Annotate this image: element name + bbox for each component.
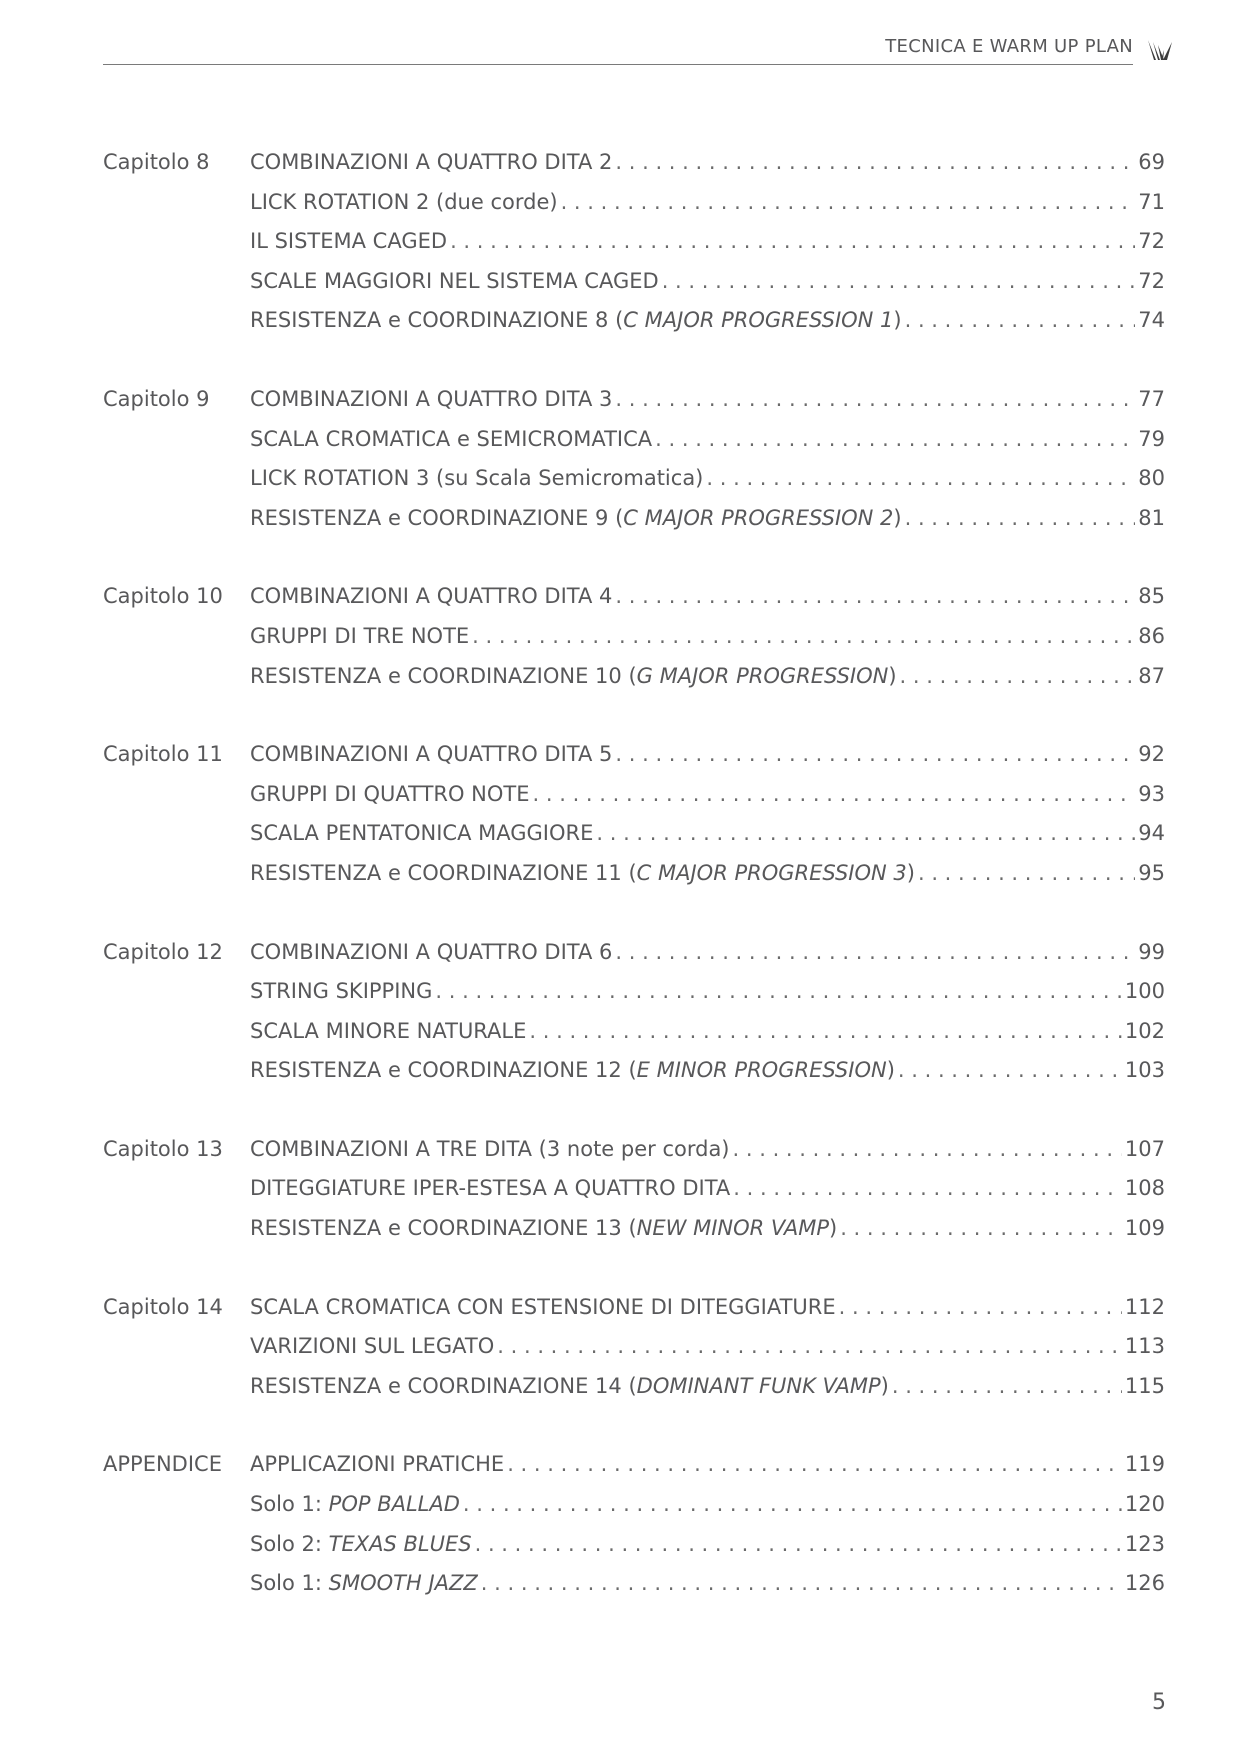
entry-title-text: RESISTENZA e COORDINAZIONE 14 (	[250, 1373, 637, 1398]
entry-title	[250, 1564, 478, 1604]
chapter-label: Capitolo 11	[103, 742, 223, 767]
entry-title-text: DITEGGIATURE IPER-ESTESA A QUATTRO DITA	[250, 1176, 731, 1201]
entry-title-text: SCALE MAGGIORI NEL SISTEMA CAGED	[250, 268, 659, 293]
toc-entry	[250, 1367, 1165, 1407]
entry-title	[250, 380, 612, 420]
dot-leader	[900, 657, 1136, 697]
entry-title-text: Solo 1:	[250, 1492, 329, 1517]
entry-page-number: 113	[1124, 1334, 1165, 1359]
entry-page-number: 71	[1138, 189, 1165, 214]
dot-leader	[507, 1445, 1122, 1485]
entry-title-text: COMBINAZIONI A QUATTRO DITA 4	[250, 584, 613, 609]
dot-leader	[840, 1209, 1122, 1249]
toc-entry	[250, 1209, 1165, 1249]
toc-chapter	[103, 1130, 1165, 1249]
entry-title-suffix: )	[893, 505, 902, 530]
entry-page-number: 119	[1124, 1452, 1165, 1477]
entry-page-number: 93	[1138, 781, 1165, 806]
toc-chapter	[103, 143, 1165, 341]
entry-page-number: 81	[1138, 505, 1165, 530]
entry-title	[250, 972, 432, 1012]
dot-leader	[662, 262, 1136, 302]
entry-title	[250, 933, 612, 973]
entry-title	[250, 262, 659, 302]
entry-title-text: COMBINAZIONI A QUATTRO DITA 2	[250, 150, 613, 174]
running-header	[103, 34, 1133, 65]
entry-title	[250, 183, 558, 223]
dot-leader	[497, 1327, 1122, 1367]
entry-title-italic: G MAJOR PROGRESSION	[636, 663, 889, 688]
dot-leader	[898, 1051, 1122, 1091]
entry-title-text: LICK ROTATION 2 (due corde)	[250, 189, 558, 214]
entry-title-text: GRUPPI DI TRE NOTE	[250, 623, 470, 648]
dot-leader	[615, 577, 1135, 617]
entry-page-number: 109	[1124, 1216, 1165, 1241]
toc-entry	[250, 854, 1165, 894]
entry-page-number: 72	[1138, 229, 1165, 254]
chapter-entries	[250, 577, 1165, 696]
entry-page-number: 115	[1124, 1373, 1165, 1398]
toc-entry	[250, 1288, 1165, 1328]
entry-title-italic: DOMINANT FUNK VAMP	[636, 1373, 881, 1398]
entry-page-number: 108	[1124, 1176, 1165, 1201]
entry-title	[250, 1445, 504, 1485]
entry-page-number: 112	[1124, 1294, 1165, 1319]
page-number: 5	[1152, 1690, 1166, 1715]
dot-leader	[481, 1564, 1122, 1604]
entry-title-text: RESISTENZA e COORDINAZIONE 10 (	[250, 663, 637, 688]
entry-title-suffix: )	[888, 663, 897, 688]
toc-entry	[250, 1169, 1165, 1209]
toc-chapter	[103, 577, 1165, 696]
entry-title	[250, 735, 612, 775]
dot-leader	[472, 617, 1135, 657]
dot-leader	[561, 183, 1136, 223]
toc-entry	[250, 657, 1165, 697]
chapter-entries	[250, 143, 1165, 341]
entry-title	[250, 657, 897, 697]
entry-page-number: 102	[1124, 1018, 1165, 1043]
toc-chapter	[103, 933, 1165, 1091]
entry-title-text: SCALA PENTATONICA MAGGIORE	[250, 821, 594, 846]
entry-title-suffix: )	[906, 860, 915, 885]
toc-entry	[250, 972, 1165, 1012]
entry-title-text: COMBINAZIONI A QUATTRO DITA 3	[250, 386, 613, 411]
entry-title-text: STRING SKIPPING	[250, 979, 433, 1004]
dot-leader	[733, 1130, 1122, 1170]
entry-title-text: RESISTENZA e COORDINAZIONE 8 (	[250, 308, 624, 333]
toc-entry	[250, 1564, 1165, 1604]
entry-page-number: 107	[1124, 1136, 1165, 1161]
dot-leader	[615, 380, 1135, 420]
entry-title-italic: TEXAS BLUES	[328, 1531, 472, 1556]
brand-logo-icon	[1146, 36, 1174, 64]
entry-title-italic: C MAJOR PROGRESSION 3	[636, 860, 907, 885]
toc-entry	[250, 1445, 1165, 1485]
toc-entry	[250, 499, 1165, 539]
entry-title	[250, 1288, 836, 1328]
toc-entry	[250, 577, 1165, 617]
toc-entry	[250, 222, 1165, 262]
dot-leader	[475, 1525, 1122, 1565]
chapter-entries	[250, 735, 1165, 893]
toc-chapter	[103, 735, 1165, 893]
toc-entry	[250, 1327, 1165, 1367]
dot-leader	[615, 735, 1135, 775]
entry-title	[250, 1525, 472, 1565]
entry-page-number: 92	[1138, 742, 1165, 767]
entry-title-text: SCALA CROMATICA e SEMICROMATICA	[250, 426, 653, 451]
entry-title	[250, 301, 902, 341]
entry-title-text: VARIZIONI SUL LEGATO	[250, 1334, 495, 1359]
entry-page-number: 74	[1138, 308, 1165, 333]
dot-leader	[463, 1485, 1122, 1525]
chapter-label: APPENDICE	[103, 1452, 222, 1477]
chapter-label: Capitolo 14	[103, 1294, 223, 1319]
toc-chapter	[103, 1288, 1165, 1407]
chapter-entries	[250, 933, 1165, 1091]
dot-leader	[839, 1288, 1122, 1328]
toc-entry	[250, 143, 1165, 183]
entry-title-text: COMBINAZIONI A TRE DITA (3 note per corda)	[250, 1136, 730, 1161]
dot-leader	[892, 1367, 1122, 1407]
entry-title-text: Solo 2:	[250, 1531, 329, 1556]
entry-title-italic: E MINOR PROGRESSION	[636, 1058, 887, 1083]
dot-leader	[529, 1012, 1122, 1052]
dot-leader	[706, 459, 1135, 499]
entry-title	[250, 1130, 730, 1170]
dot-leader	[733, 1169, 1122, 1209]
entry-page-number: 77	[1138, 386, 1165, 411]
toc-entry	[250, 1485, 1165, 1525]
chapter-label: Capitolo 12	[103, 939, 223, 964]
entry-page-number: 85	[1138, 584, 1165, 609]
entry-title-suffix: )	[828, 1216, 838, 1241]
toc-entry	[250, 262, 1165, 302]
entry-title-text: SCALA CROMATICA CON ESTENSIONE DI DITEGGIATURE	[250, 1294, 836, 1319]
entry-title-text: GRUPPI DI QUATTRO NOTE	[250, 781, 530, 806]
chapter-entries	[250, 1445, 1165, 1603]
entry-title-text: APPLICAZIONI PRATICHE	[250, 1452, 505, 1477]
entry-title-text: IL SISTEMA CAGED	[250, 229, 448, 254]
chapter-label: Capitolo 10	[103, 584, 223, 609]
entry-title-text: RESISTENZA e COORDINAZIONE 11 (	[250, 860, 637, 885]
entry-title	[250, 222, 447, 262]
dot-leader	[918, 854, 1135, 894]
dot-leader	[905, 499, 1136, 539]
entry-title-text: SCALA MINORE NATURALE	[250, 1018, 527, 1043]
entry-title-text: LICK ROTATION 3 (su Scala Semicromatica)	[250, 466, 704, 491]
chapter-label: Capitolo 8	[103, 150, 210, 174]
entry-page-number: 69	[1138, 150, 1165, 174]
dot-leader	[533, 775, 1136, 815]
entry-page-number: 103	[1124, 1058, 1165, 1083]
toc-entry	[250, 814, 1165, 854]
entry-title-text: RESISTENZA e COORDINAZIONE 9 (	[250, 505, 624, 530]
entry-page-number: 120	[1124, 1492, 1165, 1517]
entry-title-text: COMBINAZIONI A QUATTRO DITA 5	[250, 742, 613, 767]
entry-title	[250, 1051, 895, 1091]
entry-page-number: 87	[1138, 663, 1165, 688]
entry-title-text: Solo 1:	[250, 1571, 329, 1596]
chapter-entries	[250, 1288, 1165, 1407]
entry-page-number: 79	[1138, 426, 1165, 451]
entry-title-italic: NEW MINOR VAMP	[636, 1216, 829, 1241]
toc-entry	[250, 420, 1165, 460]
entry-title	[250, 577, 612, 617]
toc-entry	[250, 1012, 1165, 1052]
entry-title-italic: POP BALLAD	[328, 1492, 460, 1517]
chapter-entries	[250, 1130, 1165, 1249]
entry-title-italic: C MAJOR PROGRESSION 1	[623, 308, 894, 333]
entry-title	[250, 1012, 526, 1052]
entry-title	[250, 143, 612, 183]
chapter-entries	[250, 380, 1165, 538]
toc-entry	[250, 183, 1165, 223]
toc-entry	[250, 459, 1165, 499]
table-of-contents	[103, 143, 1165, 1643]
dot-leader	[450, 222, 1135, 262]
toc-entry	[250, 617, 1165, 657]
toc-chapter	[103, 380, 1165, 538]
entry-title-italic: SMOOTH JAZZ	[328, 1571, 478, 1596]
entry-title	[250, 1485, 460, 1525]
entry-title	[250, 617, 469, 657]
toc-entry	[250, 380, 1165, 420]
dot-leader	[615, 143, 1135, 183]
entry-title-suffix: )	[893, 308, 902, 333]
dot-leader	[905, 301, 1136, 341]
entry-title	[250, 1169, 730, 1209]
toc-chapter	[103, 1445, 1165, 1603]
entry-title-text: RESISTENZA e COORDINAZIONE 13 (	[250, 1216, 637, 1241]
entry-page-number: 126	[1124, 1571, 1165, 1596]
header-title: TECNICA E WARM UP PLAN	[885, 36, 1133, 57]
entry-title	[250, 814, 593, 854]
entry-title	[250, 420, 652, 460]
entry-title-suffix: )	[886, 1058, 895, 1083]
entry-page-number: 86	[1138, 623, 1165, 648]
toc-entry	[250, 735, 1165, 775]
chapter-label: Capitolo 13	[103, 1136, 223, 1161]
entry-page-number: 100	[1124, 979, 1165, 1004]
chapter-label: Capitolo 9	[103, 386, 210, 411]
toc-entry	[250, 1051, 1165, 1091]
toc-entry	[250, 301, 1165, 341]
entry-page-number: 80	[1138, 466, 1165, 491]
entry-title	[250, 1327, 494, 1367]
dot-leader	[655, 420, 1135, 460]
toc-entry	[250, 933, 1165, 973]
entry-page-number: 99	[1138, 939, 1165, 964]
dot-leader	[596, 814, 1135, 854]
entry-title	[250, 1367, 889, 1407]
entry-title-suffix: )	[880, 1373, 889, 1398]
entry-title	[250, 1209, 837, 1249]
entry-page-number: 123	[1124, 1531, 1165, 1556]
toc-entry	[250, 1130, 1165, 1170]
dot-leader	[615, 933, 1135, 973]
entry-page-number: 94	[1138, 821, 1165, 846]
entry-title	[250, 499, 902, 539]
toc-entry	[250, 1525, 1165, 1565]
dot-leader	[435, 972, 1122, 1012]
entry-title	[250, 459, 703, 499]
entry-title	[250, 854, 915, 894]
entry-title-text: RESISTENZA e COORDINAZIONE 12 (	[250, 1058, 637, 1083]
entry-title-text: COMBINAZIONI A QUATTRO DITA 6	[250, 939, 613, 964]
entry-title-italic: C MAJOR PROGRESSION 2	[623, 505, 894, 530]
entry-title	[250, 775, 530, 815]
toc-entry	[250, 775, 1165, 815]
entry-page-number: 95	[1138, 860, 1165, 885]
entry-page-number: 72	[1138, 268, 1165, 293]
